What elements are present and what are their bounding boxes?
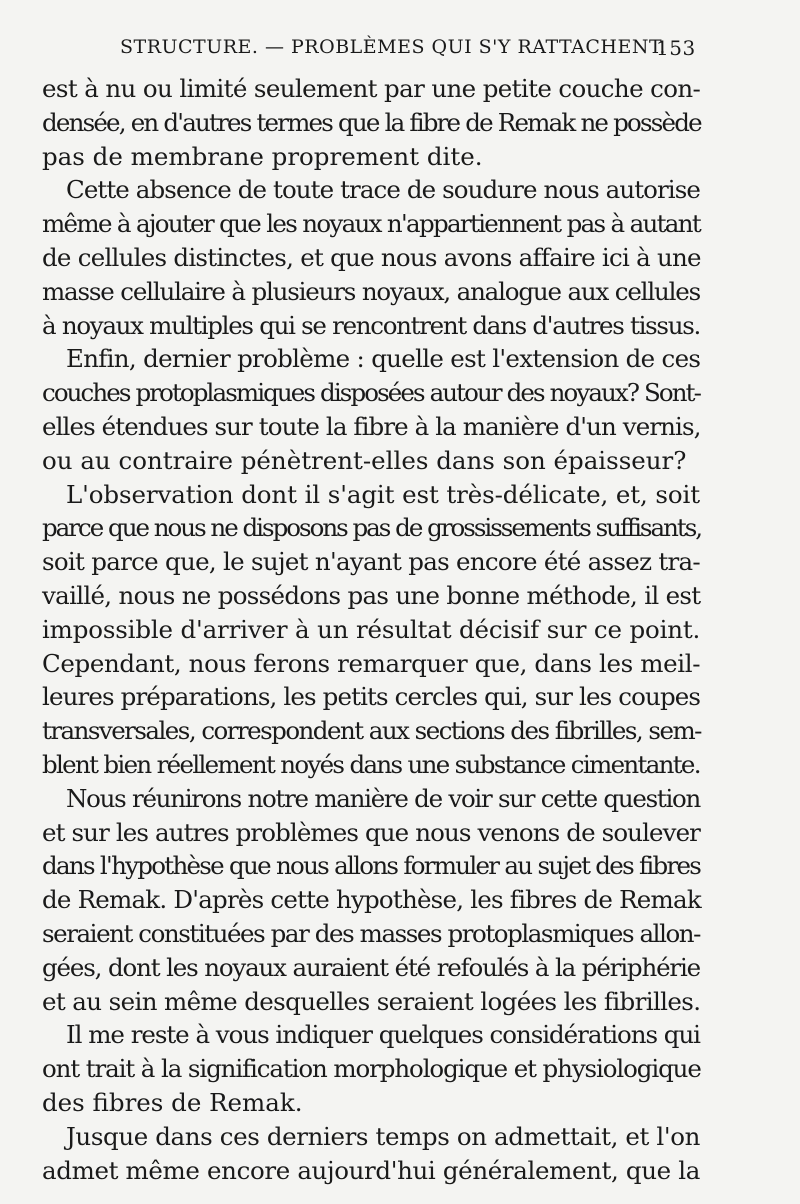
text-line: admet même encore aujourd'hui généralement, que la: [42, 1155, 700, 1185]
text-line: de Remak. D'après cette hypothèse, les fibres de Remak: [42, 885, 701, 915]
text-line: et sur les autres problèmes que nous venons de soulever: [42, 817, 700, 847]
text-line: elles étendues sur toute la fibre à la manière d'un vernis,: [42, 411, 701, 441]
text-line: pas de membrane proprement dite.: [42, 141, 483, 171]
text-line: seraient constituées par des masses protoplasmiques allon-: [42, 918, 700, 948]
text-line: gées, dont les noyaux auraient été refoulés à la périphérie: [42, 952, 700, 982]
text-line: ou au contraire pénètrent-elles dans son épaisseur?: [42, 445, 687, 475]
text-line: à noyaux multiples qui se rencontrent dans d'autres tissus.: [42, 310, 700, 340]
text-line: ont trait à la signification morphologique et physiologique: [42, 1054, 701, 1084]
text-line: masse cellulaire à plusieurs noyaux, analogue aux cellules: [42, 276, 700, 306]
text-line: est à nu ou limité seulement par une petite couche con-: [42, 74, 701, 103]
text-line: parce que nous ne disposons pas de grossissements suffisants,: [42, 513, 702, 543]
text-line: Cependant, nous ferons remarquer que, dans les meil-: [42, 648, 701, 678]
text-line: soit parce que, le sujet n'ayant pas encore été assez tra-: [42, 547, 700, 577]
text-line: de cellules distinctes, et que nous avons affaire ici à une: [42, 242, 701, 272]
page-number: 153: [656, 36, 696, 60]
text-line: même à ajouter que les noyaux n'appartiennent pas à autant: [42, 209, 701, 239]
text-line: Il me reste à vous indiquer quelques considérations qui: [66, 1020, 700, 1050]
text-line: transversales, correspondent aux sections des fibrilles, sem-: [42, 716, 701, 746]
text-line: vaillé, nous ne possédons pas une bonne méthode, il est: [42, 580, 701, 610]
running-head: STRUCTURE. — PROBLÈMES QUI S'Y RATTACHENT.: [120, 36, 666, 58]
text-line: leures préparations, les petits cercles qui, sur les coupes: [42, 682, 701, 712]
text-line: densée, en d'autres termes que la fibre de Remak ne possède: [42, 107, 701, 137]
page-body: [42, 72, 700, 1187]
text-line: des fibres de Remak.: [42, 1087, 303, 1117]
text-line: impossible d'arriver à un résultat décisif sur ce point.: [42, 614, 701, 644]
text-line: couches protoplasmiques disposées autour des noyaux? Sont-: [42, 378, 700, 408]
page-header: [0, 32, 800, 62]
text-line: Enfin, dernier problème : quelle est l'extension de ces: [66, 344, 701, 374]
text-line: Jusque dans ces derniers temps on admettait, et l'on: [66, 1121, 700, 1151]
text-line: Nous réunirons notre manière de voir sur cette question: [66, 783, 700, 813]
text-line: L'observation dont il s'agit est très-délicate, et, soit: [66, 479, 700, 509]
text-line: dans l'hypothèse que nous allons formuler au sujet des fibres: [42, 851, 701, 881]
text-line: et au sein même desquelles seraient logées les fibrilles.: [42, 986, 701, 1016]
text-line: blent bien réellement noyés dans une substance cimentante.: [42, 749, 700, 779]
text-line: Cette absence de toute trace de soudure nous autorise: [66, 175, 700, 205]
